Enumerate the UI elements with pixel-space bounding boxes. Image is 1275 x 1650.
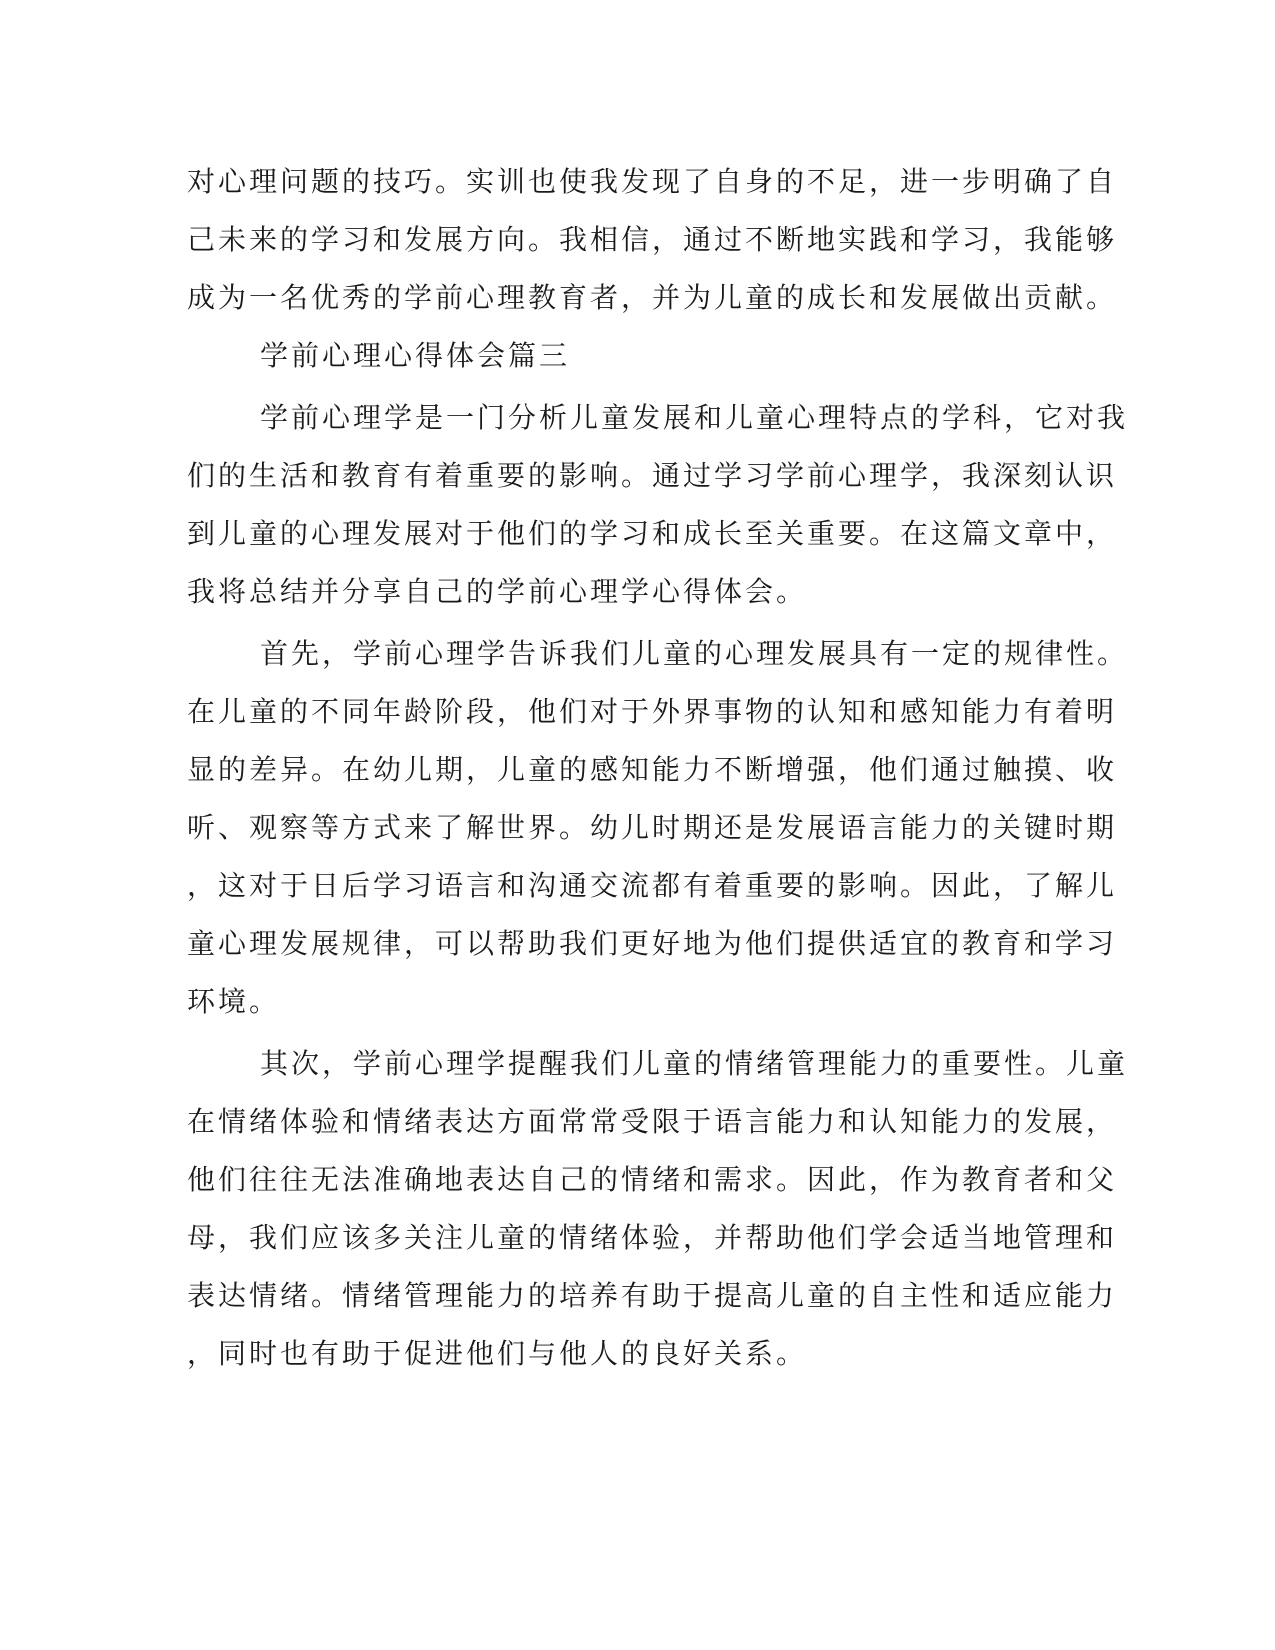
paragraph-line: 其次，学前心理学提醒我们儿童的情绪管理能力的重要性。儿童: [260, 1047, 1129, 1080]
paragraph-line: 显的差异。在幼儿期，儿童的感知能力不断增强，他们通过触摸、收: [187, 753, 1118, 786]
paragraph-line: 成为一名优秀的学前心理教育者，并为儿童的成长和发展做出贡献。: [187, 281, 1118, 314]
paragraph-line: 在情绪体验和情绪表达方面常常受限于语言能力和认知能力的发展，: [187, 1105, 1118, 1138]
paragraph-line: 对心理问题的技巧。实训也使我发现了自身的不足，进一步明确了自: [187, 165, 1118, 198]
paragraph-line: 听、观察等方式来了解世界。幼儿时期还是发展语言能力的关键时期: [187, 811, 1118, 844]
paragraph-line: 在儿童的不同年龄阶段，他们对于外界事物的认知和感知能力有着明: [187, 695, 1118, 728]
paragraph-line: 学前心理学是一门分析儿童发展和儿童心理特点的学科，它对我: [260, 401, 1129, 434]
paragraph-line: 表达情绪。情绪管理能力的培养有助于提高儿童的自主性和适应能力: [187, 1279, 1118, 1312]
section-heading: 学前心理心得体会篇三: [260, 339, 571, 372]
paragraph-line: 们的生活和教育有着重要的影响。通过学习学前心理学，我深刻认识: [187, 459, 1118, 492]
paragraph-line: 我将总结并分享自己的学前心理学心得体会。: [187, 575, 808, 608]
paragraph-line: 己未来的学习和发展方向。我相信，通过不断地实践和学习，我能够: [187, 223, 1118, 256]
paragraph-line: 母，我们应该多关注儿童的情绪体验，并帮助他们学会适当地管理和: [187, 1221, 1118, 1254]
paragraph-line: 童心理发展规律，可以帮助我们更好地为他们提供适宜的教育和学习: [187, 927, 1118, 960]
paragraph-line: 首先，学前心理学告诉我们儿童的心理发展具有一定的规律性。: [260, 637, 1129, 670]
paragraph-line: ，同时也有助于促进他们与他人的良好关系。: [187, 1337, 808, 1370]
paragraph-line: ，这对于日后学习语言和沟通交流都有着重要的影响。因此，了解儿: [187, 869, 1118, 902]
paragraph-line: 他们往往无法准确地表达自己的情绪和需求。因此，作为教育者和父: [187, 1163, 1118, 1196]
paragraph-line: 到儿童的心理发展对于他们的学习和成长至关重要。在这篇文章中，: [187, 517, 1118, 550]
paragraph-line: 环境。: [187, 985, 281, 1018]
